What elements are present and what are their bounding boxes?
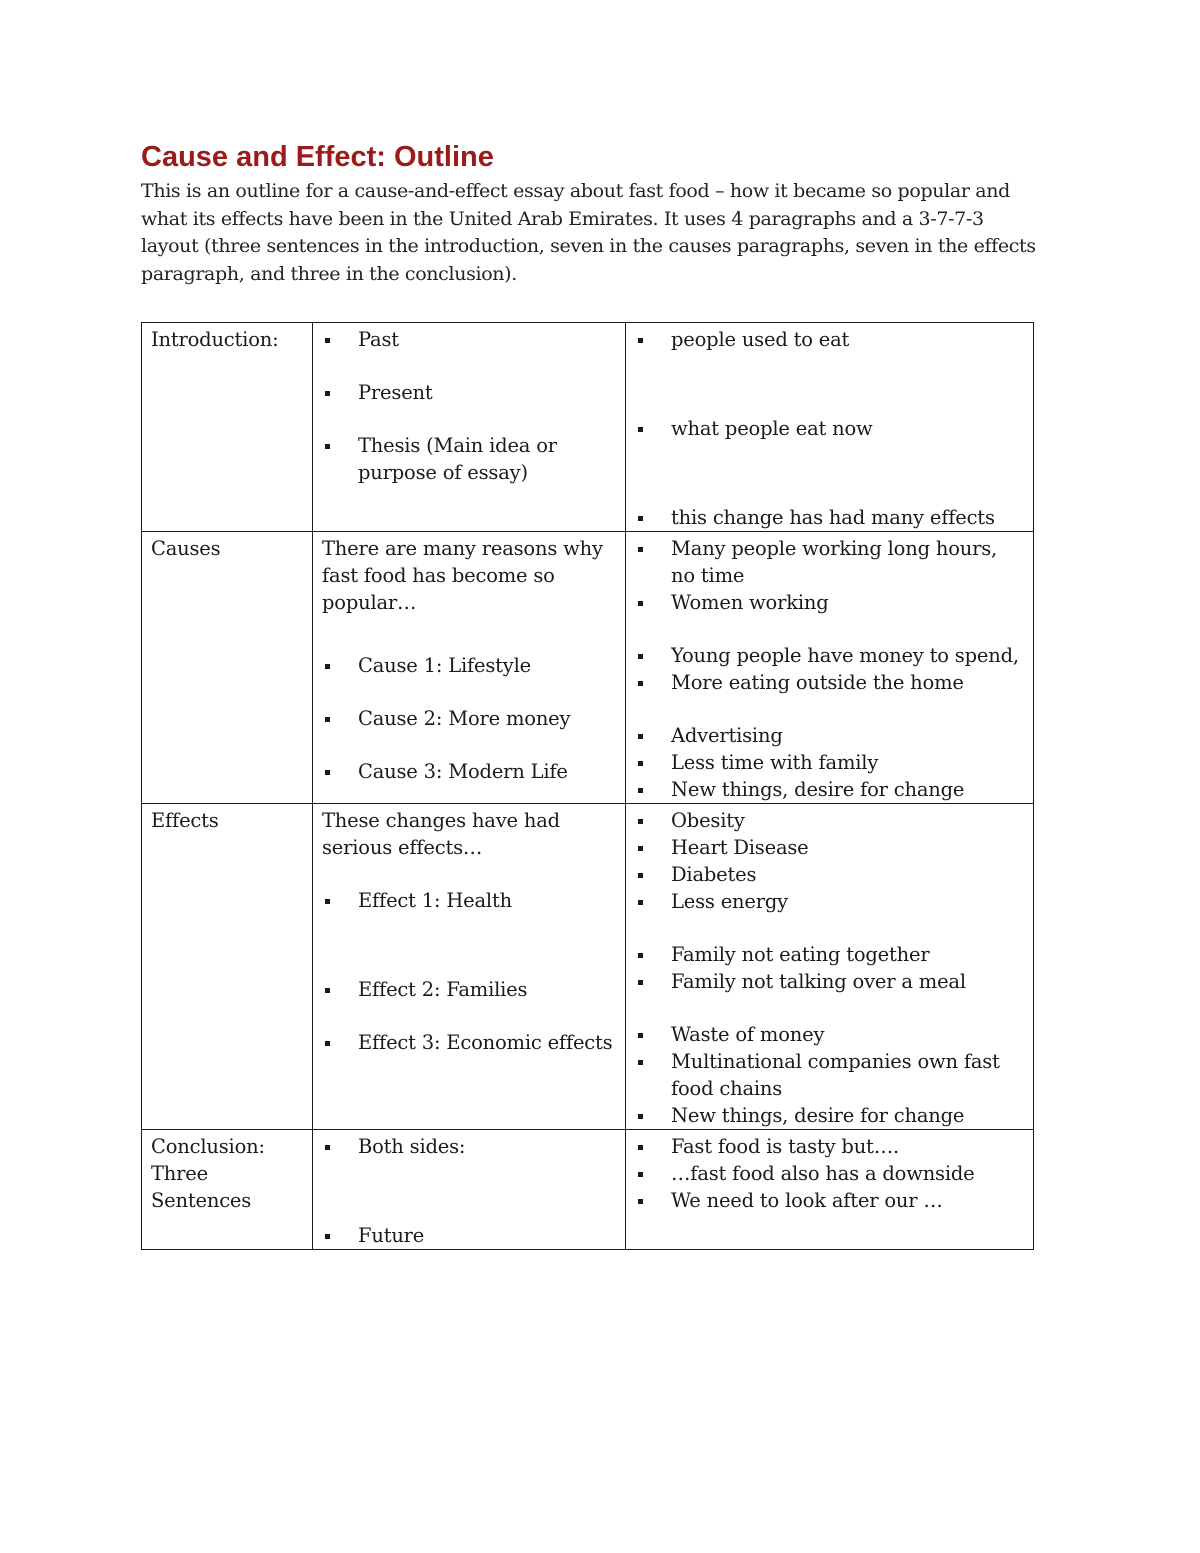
list-item: Present bbox=[322, 379, 616, 406]
section-label-cell bbox=[142, 323, 313, 532]
page-title: Cause and Effect: Outline bbox=[141, 141, 494, 173]
outline-table bbox=[141, 322, 1034, 1250]
list-item: Multinational companies own fast food chains bbox=[635, 1048, 1024, 1102]
list-item: Advertising bbox=[635, 722, 1024, 749]
points-cell bbox=[313, 532, 626, 804]
table-row-conclusion bbox=[142, 1130, 1034, 1250]
list-item: New things, desire for change bbox=[635, 1102, 1024, 1129]
list-item: Cause 2: More money bbox=[322, 705, 616, 732]
list-item: Thesis (Main idea or purpose of essay) bbox=[322, 432, 616, 486]
list-item: Family not eating together bbox=[635, 941, 1024, 968]
list-item: Cause 3: Modern Life bbox=[322, 758, 616, 785]
list-item: …fast food also has a downside bbox=[635, 1160, 1024, 1187]
list-item: Many people working long hours, no time bbox=[635, 535, 1024, 589]
section-label: Effects bbox=[151, 809, 219, 832]
intro-paragraph: This is an outline for a cause-and-effect essay about fast food – how it became so popular and what its effects have been in the United Arab Emirates. It uses 4 paragraphs and a 3-7-7-3 layout (three sentences in the introduction, seven in the causes paragraphs, seven in the effects paragraph, and three in the conclusion). bbox=[141, 180, 1036, 285]
list-item: Diabetes bbox=[635, 861, 1024, 888]
points-cell bbox=[313, 323, 626, 532]
list-item: New things, desire for change bbox=[635, 776, 1024, 803]
section-label: Conclusion: Three Sentences bbox=[151, 1135, 265, 1212]
list-item: Women working bbox=[635, 589, 1024, 616]
section-label: Introduction: bbox=[151, 328, 279, 351]
points-cell bbox=[313, 804, 626, 1130]
points-cell bbox=[313, 1130, 626, 1250]
section-label-cell bbox=[142, 532, 313, 804]
list-item: Effect 3: Economic effects bbox=[322, 1029, 616, 1056]
details-cell bbox=[626, 532, 1034, 804]
list-item: Less time with family bbox=[635, 749, 1024, 776]
list-item: Effect 1: Health bbox=[322, 887, 616, 914]
list-item: people used to eat bbox=[635, 326, 1024, 353]
list-item: Obesity bbox=[635, 807, 1024, 834]
section-label-cell bbox=[142, 804, 313, 1130]
list-item: Future bbox=[322, 1222, 616, 1249]
details-cell bbox=[626, 804, 1034, 1130]
table-row-introduction bbox=[142, 323, 1034, 532]
list-item: We need to look after our … bbox=[635, 1187, 1024, 1214]
details-cell bbox=[626, 323, 1034, 532]
lead-text: There are many reasons why fast food has become so popular… bbox=[322, 537, 603, 614]
list-item: what people eat now bbox=[635, 415, 1024, 442]
lead-text: These changes have had serious effects… bbox=[322, 809, 560, 859]
list-item: Young people have money to spend, bbox=[635, 642, 1024, 669]
list-item: Fast food is tasty but…. bbox=[635, 1133, 1024, 1160]
list-item: Family not talking over a meal bbox=[635, 968, 1024, 995]
list-item: Heart Disease bbox=[635, 834, 1024, 861]
details-cell bbox=[626, 1130, 1034, 1250]
list-item: Effect 2: Families bbox=[322, 976, 616, 1003]
table-row-causes bbox=[142, 532, 1034, 804]
list-item: this change has had many effects bbox=[635, 504, 1024, 531]
list-item: Past bbox=[322, 326, 616, 353]
section-label: Causes bbox=[151, 537, 221, 560]
table-row-effects bbox=[142, 804, 1034, 1130]
list-item: Waste of money bbox=[635, 1021, 1024, 1048]
list-item: Less energy bbox=[635, 888, 1024, 915]
list-item: Cause 1: Lifestyle bbox=[322, 652, 616, 679]
section-label-cell bbox=[142, 1130, 313, 1250]
list-item: Both sides: bbox=[322, 1133, 616, 1160]
list-item: More eating outside the home bbox=[635, 669, 1024, 696]
